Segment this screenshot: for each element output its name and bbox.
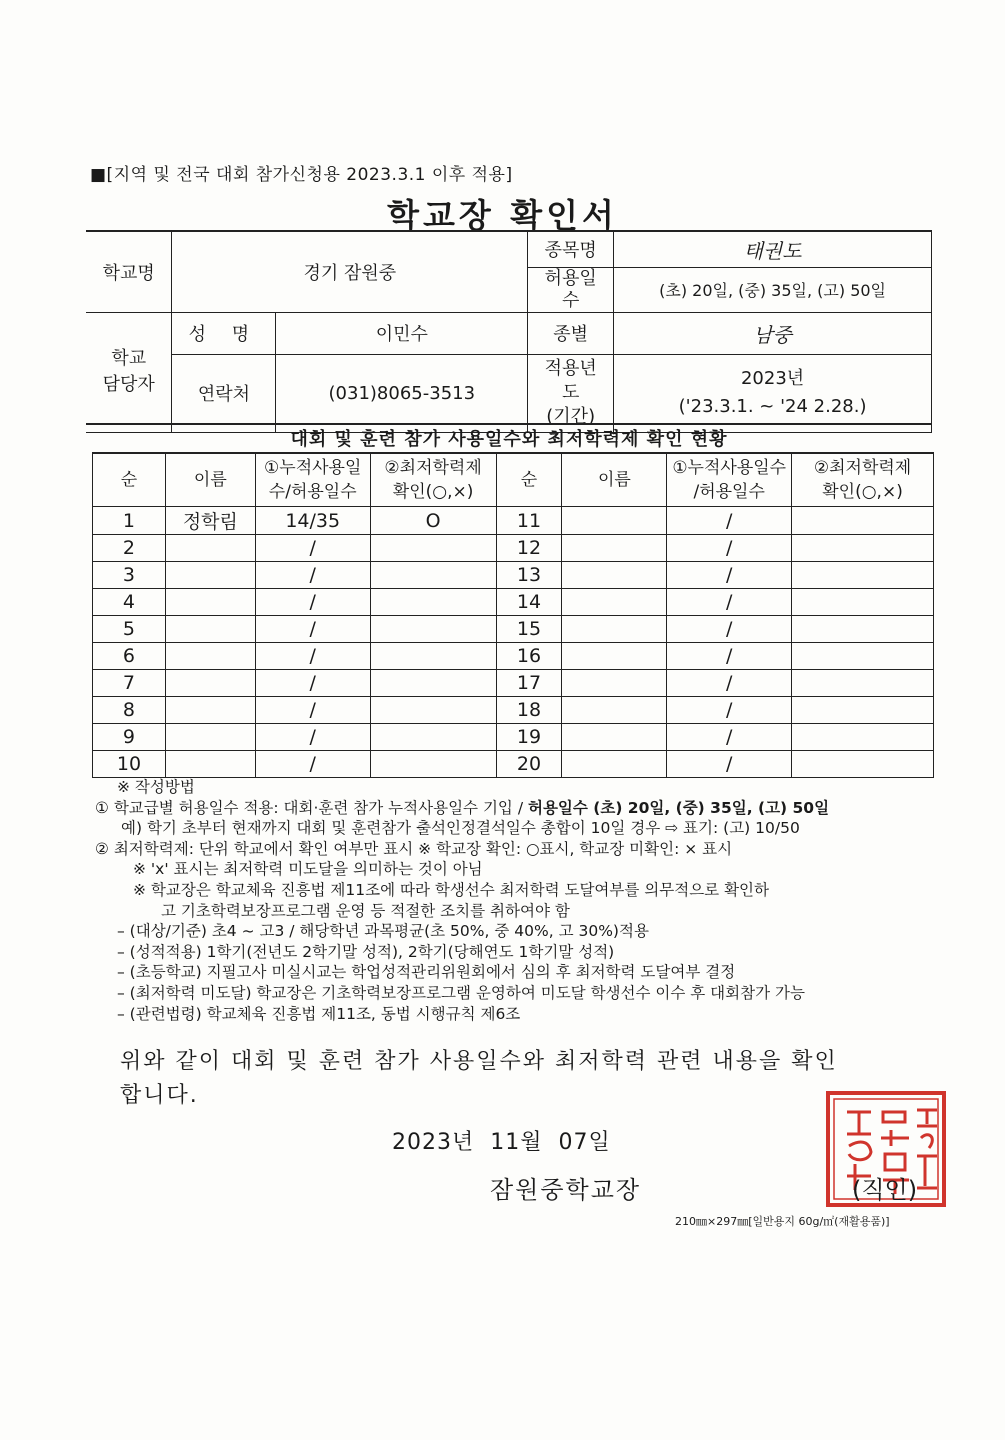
table-cell-name2 [562,724,667,751]
table-cell-n1: 1 [93,507,166,535]
table-cell-n2: 12 [496,535,562,562]
event-label: 종목명 [528,231,614,267]
col-no-2: 순 [496,453,562,507]
table-cell-d2: / [667,751,792,778]
col-days-2-line1: ①누적사용일수 [672,458,787,478]
table-cell-d1: / [255,643,370,670]
table-cell-a1 [370,562,496,589]
table-cell-a2 [792,670,934,697]
table-row [93,670,934,697]
period-label [528,354,614,432]
table-row [93,507,934,535]
note-4a: ※ 학교장은 학교체육 진흥법 제11조에 따라 학생선수 최저학력 도달여부를 의무적으로 확인하 [133,880,769,899]
period-year: 2023년 [740,368,805,389]
period-label-line3: (기간) [546,406,596,427]
table-cell-name1 [165,697,255,724]
table-row [93,724,934,751]
confirmation-line2: 합니다. [120,1083,199,1108]
table-cell-n2: 16 [496,643,562,670]
name-label: 성 명 [172,312,276,354]
issue-date: 2023년 11월 07일 [392,1130,611,1155]
detail-2: – (성적적용) 1학기(전년도 2학기말 성적), 2학기(당해연도 1학기말 성적) [117,942,615,961]
table-cell-d1: / [255,697,370,724]
table-cell-a1 [370,697,496,724]
table-cell-n2: 11 [496,507,562,535]
table-row [93,535,934,562]
seal-label: (직인) [852,1176,918,1204]
table-cell-n1: 3 [93,562,166,589]
table-cell-d2: / [667,616,792,643]
col-no: 순 [93,453,166,507]
table-cell-a1 [370,616,496,643]
confirmation-text [120,1045,920,1113]
note-3: ※ 'x' 표시는 최저학력 미도달을 의미하는 것이 아님 [133,860,483,879]
table-row [93,697,934,724]
table-cell-a2 [792,643,934,670]
table-cell-d1: 14/35 [255,507,370,535]
table-cell-name1 [165,670,255,697]
col-name: 이름 [165,453,255,507]
table-cell-n2: 19 [496,724,562,751]
table-cell-d1: / [255,751,370,778]
table-cell-d2: / [667,697,792,724]
table-cell-a2 [792,751,934,778]
table-cell-n1: 9 [93,724,166,751]
table-cell-a2 [792,562,934,589]
table-cell-name2 [562,616,667,643]
table-cell-n2: 17 [496,670,562,697]
table-row [93,643,934,670]
table-cell-name1 [165,616,255,643]
document-title: 학교장 확인서 [387,196,618,235]
table-cell-a1 [370,589,496,616]
table-cell-d2: / [667,643,792,670]
table-cell-name2 [562,589,667,616]
table-cell-a1 [370,724,496,751]
table-cell-n1: 7 [93,670,166,697]
table-cell-name2 [562,562,667,589]
table-cell-d2: / [667,724,792,751]
manager-label-line1: 학교 [111,348,147,369]
table-cell-a1: O [370,507,496,535]
note-1-text: ① 학교급별 허용일수 적용: 대회·훈련 참가 누적사용일수 기입 / [95,798,528,817]
col-name-2: 이름 [562,453,667,507]
col-days-line2: 수/허용일수 [268,482,357,502]
detail-5: – (관련법령) 학교체육 진흥법 제11조, 동법 시행규칙 제6조 [117,1004,521,1023]
instructions [95,777,940,1024]
table-row [93,616,934,643]
table-cell-a2 [792,616,934,643]
col-academic-line1: ②최저학력제 [384,458,482,478]
table-cell-d2: / [667,535,792,562]
table-cell-name1 [165,589,255,616]
detail-1: – (대상/기준) 초4 ~ 고3 / 해당학년 과목평균(초 50%, 중 40%, 고 30%)적용 [117,922,649,941]
table-cell-name1 [165,724,255,751]
header-note: ■[지역 및 전국 대회 참가신청용 2023.3.1 이후 적용] [90,165,513,185]
allowed-days-value: (초) 20일, (중) 35일, (고) 50일 [614,267,932,312]
table-cell-n1: 10 [93,751,166,778]
table-cell-a1 [370,670,496,697]
col-academic-2 [792,453,934,507]
table-row [93,562,934,589]
table-row [93,589,934,616]
detail-4: – (최저학력 미도달) 학교장은 기초학력보장프로그램 운영하여 미도달 학생선수 이수 후 대회참가 가능 [117,983,805,1002]
table-row [93,751,934,778]
col-days [255,453,370,507]
table-cell-name1 [165,562,255,589]
table-cell-n1: 5 [93,616,166,643]
note-4b: 고 기초학력보장프로그램 운영 등 적절한 조치를 취하여야 함 [161,901,570,920]
gender-label: 종별 [528,312,614,354]
table-cell-a1 [370,643,496,670]
table-cell-n1: 2 [93,535,166,562]
col-days-2-line2: /허용일수 [693,482,765,502]
note-1-example: 예) 학기 초부터 현재까지 대회 및 훈련참가 출석인정결석일수 총합이 10일 경우 ⇨ 표기: (고) 10/50 [121,819,800,838]
table-cell-d1: / [255,724,370,751]
table-cell-n1: 8 [93,697,166,724]
table-cell-n1: 4 [93,589,166,616]
table-cell-d1: / [255,616,370,643]
event-value: 태권도 [614,231,932,267]
table-cell-d1: / [255,670,370,697]
gender-value: 남중 [614,312,932,354]
allowed-label-line2: 수 [561,289,580,311]
contact-label: 연락처 [172,354,276,432]
period-label-line1: 적용년 [544,358,597,379]
allowed-label-line1: 허용일 [544,267,597,289]
table-cell-n2: 14 [496,589,562,616]
table-cell-d2: / [667,562,792,589]
table-cell-a1 [370,535,496,562]
table-cell-a1 [370,751,496,778]
period-label-line2: 도 [561,382,580,403]
confirmation-line1: 위와 같이 대회 및 훈련 참가 사용일수와 최저학력 관련 내용을 확인 [120,1049,838,1074]
table-cell-d2: / [667,670,792,697]
col-academic-2-line1: ②최저학력제 [813,458,912,478]
table-cell-name2 [562,697,667,724]
detail-3: – (초등학교) 지필고사 미실시교는 학업성적관리위원회에서 심의 후 최저학력 도달여부 결정 [117,963,736,982]
table-cell-name2 [562,507,667,535]
instructions-heading: ※ 작성방법 [117,778,195,796]
principal-name: 잠원중학교장 [490,1176,642,1204]
table-cell-name1: 정학림 [165,507,255,535]
table-cell-d2: / [667,589,792,616]
table-cell-d1: / [255,562,370,589]
table-cell-a2 [792,507,934,535]
table-cell-n2: 18 [496,697,562,724]
table-cell-n1: 6 [93,643,166,670]
name-value: 이민수 [276,312,528,354]
col-academic [370,453,496,507]
table-cell-d1: / [255,535,370,562]
allowed-days-label [528,267,614,312]
table-cell-n2: 15 [496,616,562,643]
school-value: 경기 잠원중 [172,231,528,312]
col-academic-2-line2: 확인(○,×) [822,482,903,502]
table-cell-d1: / [255,589,370,616]
table-cell-name2 [562,643,667,670]
table-cell-a2 [792,724,934,751]
table-cell-a2 [792,535,934,562]
usage-table [92,452,934,778]
col-days-2 [667,453,792,507]
manager-label-line2: 담당자 [102,374,155,395]
table-cell-n2: 13 [496,562,562,589]
section-title: 대회 및 훈련 참가 사용일수와 최저학력제 확인 현황 [290,429,728,450]
table-cell-d2: / [667,507,792,535]
table-cell-a2 [792,589,934,616]
table-cell-a2 [792,697,934,724]
table-cell-name1 [165,643,255,670]
period-value [614,354,932,432]
table-cell-n2: 20 [496,751,562,778]
note-1-bold: 허용일수 (초) 20일, (중) 35일, (고) 50일 [527,798,830,817]
school-label: 학교명 [86,231,172,312]
info-table [86,230,932,433]
manager-label [86,312,172,432]
contact-value: (031)8065-3513 [276,354,528,432]
table-cell-name2 [562,751,667,778]
table-cell-name2 [562,535,667,562]
table-cell-name2 [562,670,667,697]
table-cell-name1 [165,535,255,562]
table-cell-name1 [165,751,255,778]
period-range: ('23.3.1. ~ '24 2.28.) [678,396,867,417]
note-2: ② 최저학력제: 단위 학교에서 확인 여부만 표시 ※ 학교장 확인: ○표시, 학교장 미확인: × 표시 [95,839,733,858]
note-1 [95,798,940,819]
table-header-row [93,453,934,507]
paper-spec-footer: 210㎜×297㎜[일반용지 60g/㎡(재활용품)] [675,1215,890,1228]
col-days-line1: ①누적사용일 [264,458,362,478]
col-academic-line2: 확인(○,×) [392,482,474,502]
